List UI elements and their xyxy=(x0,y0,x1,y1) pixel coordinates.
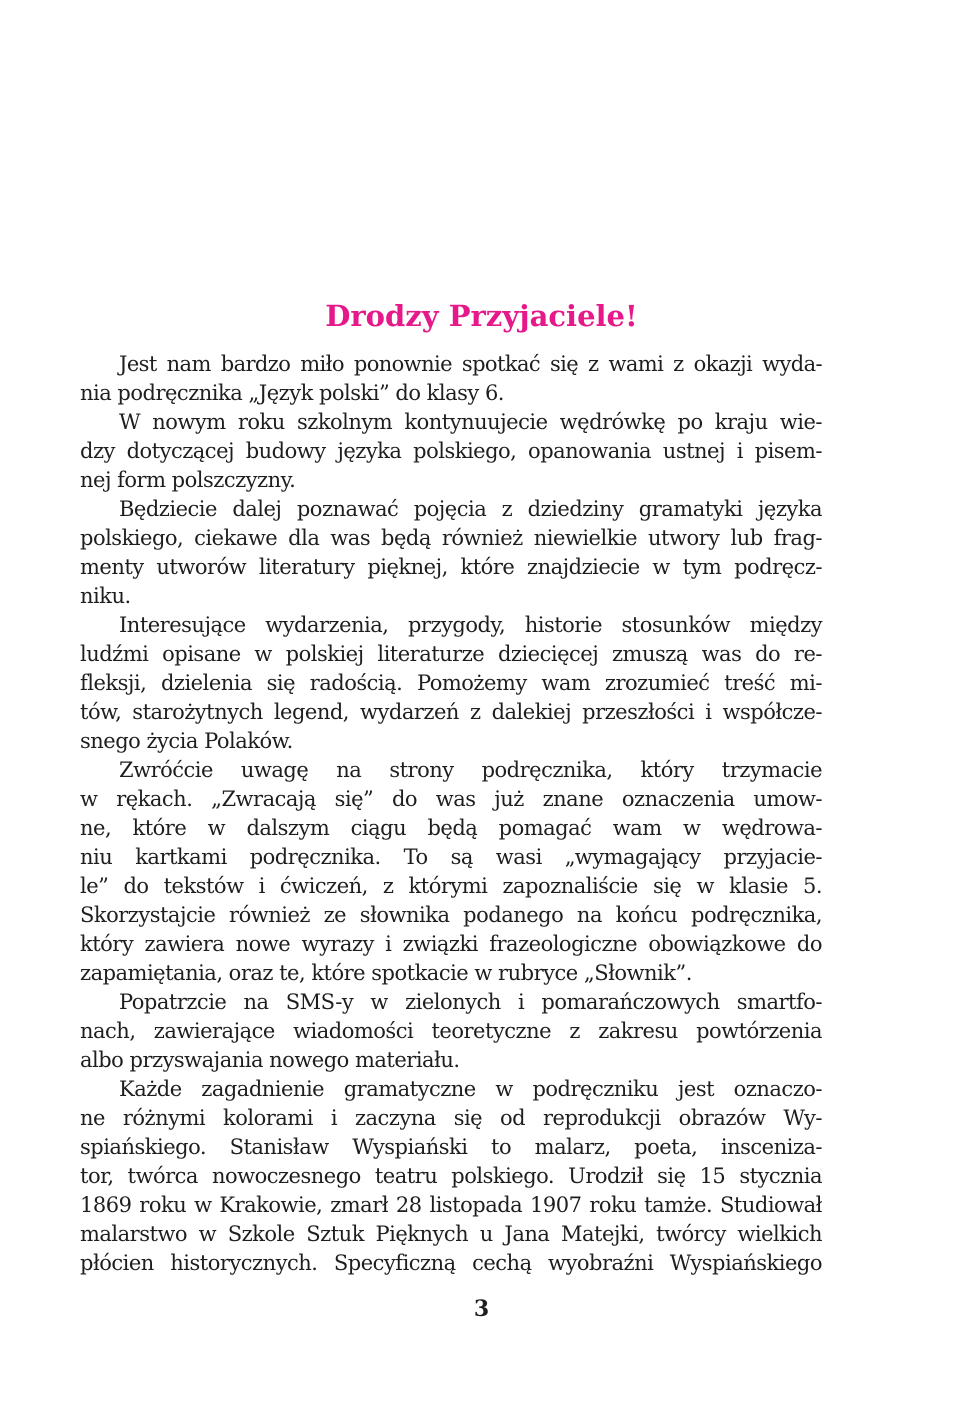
text-line: Zwróćcie uwagę na strony podręcznika, który trzymacie xyxy=(119,758,822,782)
text-line: nia podręcznika „Język polski” do klasy 6. xyxy=(80,381,504,405)
text-line: albo przyswajania nowego materiału. xyxy=(80,1048,460,1072)
text-line: le” do tekstów i ćwiczeń, z którymi zapoznaliście się w klasie 5. xyxy=(80,874,822,898)
text-line: który zawiera nowe wyrazy i związki frazeologiczne obowiązkowe do xyxy=(80,932,822,956)
paragraph xyxy=(80,408,822,495)
paragraph xyxy=(80,350,822,408)
body-text xyxy=(80,350,822,1278)
text-line: niu kartkami podręcznika. To są wasi „wymagający przyjacie- xyxy=(80,845,822,869)
text-line: tów, starożytnych legend, wydarzeń z dalekiej przeszłości i współcze- xyxy=(80,700,822,724)
text-line: nach, zawierające wiadomości teoretyczne z zakresu powtórzenia xyxy=(80,1019,822,1043)
paragraph xyxy=(80,756,822,988)
text-line: malarstwo w Szkole Sztuk Pięknych u Jana Matejki, twórcy wielkich xyxy=(80,1222,822,1246)
text-line: Skorzystajcie również ze słownika podanego na końcu podręcznika, xyxy=(80,903,822,927)
text-line: płócien historycznych. Specyficzną cechą wyobraźni Wyspiańskiego xyxy=(80,1251,822,1275)
text-line: ludźmi opisane w polskiej literaturze dziecięcej zmuszą was do re- xyxy=(80,642,822,666)
text-line: niku. xyxy=(80,584,131,608)
page-title: Drodzy Przyjaciele! xyxy=(325,299,638,333)
paragraph xyxy=(80,988,822,1075)
paragraph xyxy=(80,611,822,756)
text-line: Popatrzcie na SMS-y w zielonych i pomarańczowych smartfo- xyxy=(119,990,822,1014)
text-line: tor, twórca nowoczesnego teatru polskiego. Urodził się 15 stycznia xyxy=(80,1164,822,1188)
text-line: Każde zagadnienie gramatyczne w podręczniku jest oznaczo- xyxy=(119,1077,822,1101)
page-number: 3 xyxy=(473,1296,490,1322)
text-line: Będziecie dalej poznawać pojęcia z dziedziny gramatyki języka xyxy=(119,497,822,521)
text-line: zapamiętania, oraz te, które spotkacie w rubryce „Słownik”. xyxy=(80,961,692,985)
text-line: spiańskiego. Stanisław Wyspiański to malarz, poeta, inscenizа- xyxy=(80,1135,822,1159)
text-line: snego życia Polaków. xyxy=(80,729,293,753)
text-line: 1869 roku w Krakowie, zmarł 28 listopada 1907 roku tamże. Studiował xyxy=(80,1193,822,1217)
text-line: w rękach. „Zwracają się” do was już znane oznaczenia umow- xyxy=(80,787,822,811)
text-line: dzy dotyczącej budowy języka polskiego, opanowania ustnej i pisem- xyxy=(80,439,822,463)
text-line: nej form polszczyzny. xyxy=(80,468,296,492)
text-line: fleksji, dzielenia się radością. Pomożemy wam zrozumieć treść mi- xyxy=(80,671,822,695)
text-line: menty utworów literatury pięknej, które znajdziecie w tym podręcz- xyxy=(80,555,822,579)
text-line: W nowym roku szkolnym kontynuujecie wędrówkę po kraju wie- xyxy=(119,410,822,434)
paragraph xyxy=(80,495,822,611)
paragraph xyxy=(80,1075,822,1278)
text-line: Interesujące wydarzenia, przygody, historie stosunków między xyxy=(119,613,822,637)
text-line: ne różnymi kolorami i zaczyna się od reprodukcji obrazów Wy- xyxy=(80,1106,822,1130)
text-line: ne, które w dalszym ciągu będą pomagać wam w wędrowa- xyxy=(80,816,822,840)
text-line: polskiego, ciekawe dla was będą również niewielkie utwory lub frag- xyxy=(80,526,822,550)
text-line: Jest nam bardzo miło ponownie spotkać się z wami z okazji wyda- xyxy=(119,352,822,376)
